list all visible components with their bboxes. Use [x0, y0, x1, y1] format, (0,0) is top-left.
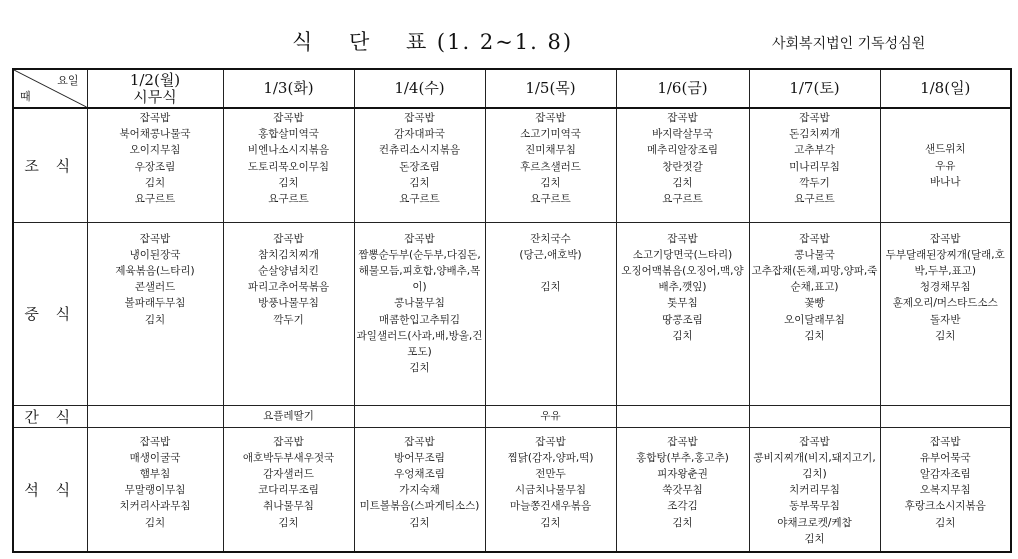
- menu-item: 땅콩조림: [662, 313, 703, 326]
- menu-item: 도토리묵오이무침: [247, 160, 330, 173]
- menu-item: 콩나물국: [794, 248, 835, 261]
- menu-cell: [354, 222, 485, 405]
- menu-item: 제육볶음(느타리): [115, 264, 195, 277]
- menu-item: 순살양념치킨: [258, 264, 319, 277]
- menu-cell: [87, 222, 223, 405]
- menu-cell: [87, 405, 223, 427]
- menu-item: 김치: [409, 176, 430, 189]
- menu-item: 김치: [144, 176, 166, 189]
- dinner-row: [13, 427, 1011, 552]
- menu-cell: [749, 427, 880, 552]
- menu-cell: [880, 427, 1011, 552]
- corner-day-label: 요일: [57, 74, 79, 87]
- menu-item: 김치: [672, 176, 693, 189]
- menu-item: 미트볼볶음(스파게티소스): [359, 500, 480, 513]
- menu-item: 방어무조림: [394, 451, 445, 464]
- menu-cell: [354, 427, 485, 552]
- menu-item: 오징어맥볶음(오징어,맥,양배추,깻잎): [621, 264, 744, 294]
- menu-item: 청경채무침: [919, 281, 971, 294]
- day-header: 1/6(금): [616, 69, 749, 108]
- breakfast-row: [13, 108, 1011, 222]
- menu-item: 요구르트: [662, 193, 703, 206]
- menu-item: 우유: [935, 159, 956, 172]
- menu-item: 야채크로켓/케찹: [777, 516, 852, 529]
- menu-item: 콘샐러드: [134, 281, 176, 294]
- menu-item: 잡곡밥: [139, 232, 171, 245]
- menu-cell: [616, 427, 749, 552]
- menu-item: 우유: [540, 410, 561, 422]
- menu-item: 볼파래두무침: [124, 297, 186, 310]
- menu-item: 오복지무침: [919, 484, 971, 497]
- menu-cell: [616, 222, 749, 405]
- menu-item: 콩나물무침: [394, 297, 445, 310]
- menu-item: 잡곡밥: [535, 435, 566, 448]
- menu-item: 깍두기: [273, 313, 304, 326]
- menu-item: 돈장조림: [399, 160, 440, 173]
- menu-item: 쑥갓무침: [662, 484, 703, 497]
- menu-item: 조각김: [667, 500, 698, 513]
- menu-item: 알감자조림: [919, 467, 971, 480]
- menu-item: 짬뽕순두부(순두부,다짐돈,해물모듬,피호합,양배추,목이): [358, 248, 481, 294]
- menu-item: 잡곡밥: [273, 112, 304, 124]
- menu-item: 김치: [672, 516, 693, 529]
- menu-item: 참치김치찌개: [258, 248, 319, 261]
- menu-item: 무말랭이무침: [124, 484, 186, 497]
- menu-item: 잡곡밥: [273, 232, 304, 245]
- menu-item: 매콤한입고추튀김: [378, 313, 461, 326]
- menu-item: 코다리무조림: [258, 484, 319, 497]
- menu-item: 가지숙채: [399, 484, 440, 497]
- menu-item: 찜닭(감자,양파,떡): [507, 451, 594, 464]
- menu-cell: [485, 427, 616, 552]
- menu-item: 잡곡밥: [273, 435, 304, 448]
- menu-item: 요플레딸기: [263, 410, 314, 422]
- menu-item: 치커리사과무침: [119, 500, 191, 513]
- menu-item: 후랑크소시지볶음: [904, 500, 986, 513]
- menu-cell: [223, 405, 354, 427]
- day-header: 1/3(화): [223, 69, 354, 108]
- menu-item: 바지락살무국: [652, 128, 713, 141]
- menu-item: 김치: [409, 362, 430, 375]
- menu-item: 소고기미역국: [520, 128, 581, 141]
- menu-item: 김치: [540, 516, 561, 529]
- menu-cell: [223, 108, 354, 222]
- menu-item: 냉이된장국: [129, 248, 181, 261]
- corner-cell: [13, 69, 87, 108]
- day-header: 1/2(월) 시무식: [87, 69, 223, 108]
- menu-item: 바나나: [930, 175, 961, 188]
- menu-item: 치커리무침: [789, 484, 840, 497]
- meal-label: 중 식: [13, 222, 87, 405]
- menu-item: 매생이굴국: [129, 451, 181, 464]
- menu-item: 요구르트: [134, 193, 176, 206]
- menu-item: 김치: [540, 281, 561, 294]
- menu-item: 잡곡밥: [404, 112, 435, 124]
- menu-cell: [880, 108, 1011, 222]
- menu-item: 북어채콩나물국: [119, 128, 191, 141]
- menu-item: 감자대파국: [394, 128, 445, 141]
- menu-item: 과일샐러드(사과,배,방울,건포도): [356, 329, 483, 358]
- menu-item: 마늘쫑건새우볶음: [509, 500, 592, 513]
- menu-item: 김치: [672, 329, 693, 342]
- menu-item: 김치: [144, 516, 166, 529]
- menu-item: 시금치나물무침: [514, 484, 586, 497]
- menu-item: 요구르트: [268, 193, 309, 206]
- menu-item: 소고기당면국(느타리): [632, 248, 733, 261]
- day-header: 1/4(수): [354, 69, 485, 108]
- menu-item: 잡곡밥: [799, 435, 830, 448]
- header-row: [13, 69, 1011, 108]
- menu-item: 방풍나물무침: [258, 297, 319, 310]
- menu-cell: [223, 222, 354, 405]
- menu-item: 김치: [804, 329, 825, 342]
- menu-item: 잡곡밥: [535, 112, 566, 124]
- menu-cell: [749, 405, 880, 427]
- menu-item: 잡곡밥: [404, 435, 435, 448]
- menu-item: 유부어묵국: [919, 451, 971, 464]
- menu-item: 전만두: [535, 467, 566, 480]
- day-header: 1/7(토): [749, 69, 880, 108]
- menu-item: 잡곡밥: [667, 112, 698, 124]
- meal-label: 석 식: [13, 427, 87, 552]
- menu-item: 김치: [935, 329, 956, 342]
- menu-cell: [485, 222, 616, 405]
- menu-item: 홍합탕(부추,홍고추): [636, 451, 729, 464]
- menu-item: 콩비지찌개(비지,돼지고기,김치): [753, 451, 876, 480]
- menu-cell: [485, 405, 616, 427]
- menu-item: [488, 263, 614, 279]
- day-header: 1/5(목): [485, 69, 616, 108]
- menu-item: 잡곡밥: [799, 232, 830, 245]
- menu-item: (당근,애호박): [519, 248, 582, 261]
- menu-item: 요구르트: [399, 193, 440, 206]
- menu-item: 감자샐러드: [263, 467, 314, 480]
- menu-cell: [880, 222, 1011, 405]
- menu-table: [12, 68, 1012, 553]
- meal-label: 간 식: [13, 405, 87, 427]
- menu-item: 김치: [278, 516, 299, 529]
- menu-cell: [616, 108, 749, 222]
- lunch-row: [13, 222, 1011, 405]
- menu-item: 취나물무침: [263, 500, 314, 513]
- meal-label: 조 식: [13, 108, 87, 222]
- menu-item: 김치: [409, 516, 430, 529]
- menu-cell: [87, 108, 223, 222]
- menu-item: 홍합살미역국: [258, 128, 319, 141]
- corner-meal-label: 때: [20, 90, 31, 103]
- menu-item: 창란젓갈: [662, 160, 703, 173]
- menu-item: 우엉채조림: [394, 467, 445, 480]
- menu-item: 잡곡밥: [139, 435, 171, 448]
- menu-item: 김치: [144, 313, 166, 326]
- menu-cell: [749, 108, 880, 222]
- menu-item: 비엔나소시지볶음: [247, 144, 330, 157]
- menu-item: 미나리무침: [789, 160, 840, 173]
- menu-item: 꽃빵: [804, 297, 825, 310]
- menu-item: 후르츠샐러드: [520, 160, 581, 173]
- day-header: 1/8(일): [880, 69, 1011, 108]
- menu-item: 햄부침: [139, 467, 171, 480]
- snack-row: [13, 405, 1011, 427]
- menu-item: 잡곡밥: [139, 112, 171, 124]
- menu-item: 잡곡밥: [930, 232, 961, 245]
- menu-item: 진미채무침: [525, 144, 576, 157]
- menu-cell: [485, 108, 616, 222]
- menu-item: 돈김치찌개: [789, 128, 840, 141]
- menu-item: 동부묵무침: [789, 500, 840, 513]
- menu-item: 메추리알장조림: [646, 144, 718, 157]
- menu-item: 잡곡밥: [667, 435, 698, 448]
- menu-item: 잡곡밥: [404, 232, 435, 245]
- menu-item: 피자왕춘권: [657, 467, 708, 480]
- menu-item: 두부달래된장찌개(달래,호박,두부,표고): [885, 248, 1005, 277]
- menu-item: 훈제오리/머스타드소스: [892, 297, 998, 310]
- menu-item: 요구르트: [530, 193, 571, 206]
- menu-item: 샌드위치: [924, 143, 966, 156]
- menu-cell: [354, 405, 485, 427]
- menu-cell: [354, 108, 485, 222]
- menu-item: 애호박두부새우젓국: [242, 451, 335, 464]
- menu-item: 오이지무침: [129, 144, 181, 157]
- menu-item: 오이달래무침: [784, 313, 845, 326]
- menu-item: 우장조림: [134, 160, 176, 173]
- menu-item: 잡곡밥: [799, 112, 830, 124]
- organization-name: 사회복지법인 기독성심원: [772, 36, 926, 52]
- menu-item: 김치: [278, 176, 299, 189]
- menu-item: 톳무침: [667, 297, 698, 310]
- menu-cell: [880, 405, 1011, 427]
- menu-item: 요구르트: [794, 193, 835, 206]
- menu-item: 컨츄리소시지볶음: [378, 144, 461, 157]
- menu-item: 깍두기: [799, 176, 830, 189]
- menu-item: 잔치국수: [530, 232, 571, 245]
- menu-cell: [616, 405, 749, 427]
- menu-item: 파리고추어묵볶음: [247, 281, 330, 294]
- menu-item: 잡곡밥: [930, 435, 961, 448]
- menu-cell: [749, 222, 880, 405]
- menu-item: 고추부각: [794, 144, 835, 157]
- menu-item: 김치: [935, 516, 956, 529]
- menu-item: 고추잡채(돈채,피망,양파,죽순채,표고): [751, 264, 878, 294]
- menu-item: 김치: [540, 176, 561, 189]
- menu-item: 김치: [804, 532, 825, 545]
- menu-item: 돌자반: [930, 313, 961, 326]
- menu-item: 잡곡밥: [667, 232, 698, 245]
- page-title: 식 단 표 (1. 2~1. 8): [292, 30, 574, 54]
- menu-cell: [223, 427, 354, 552]
- menu-cell: [87, 427, 223, 552]
